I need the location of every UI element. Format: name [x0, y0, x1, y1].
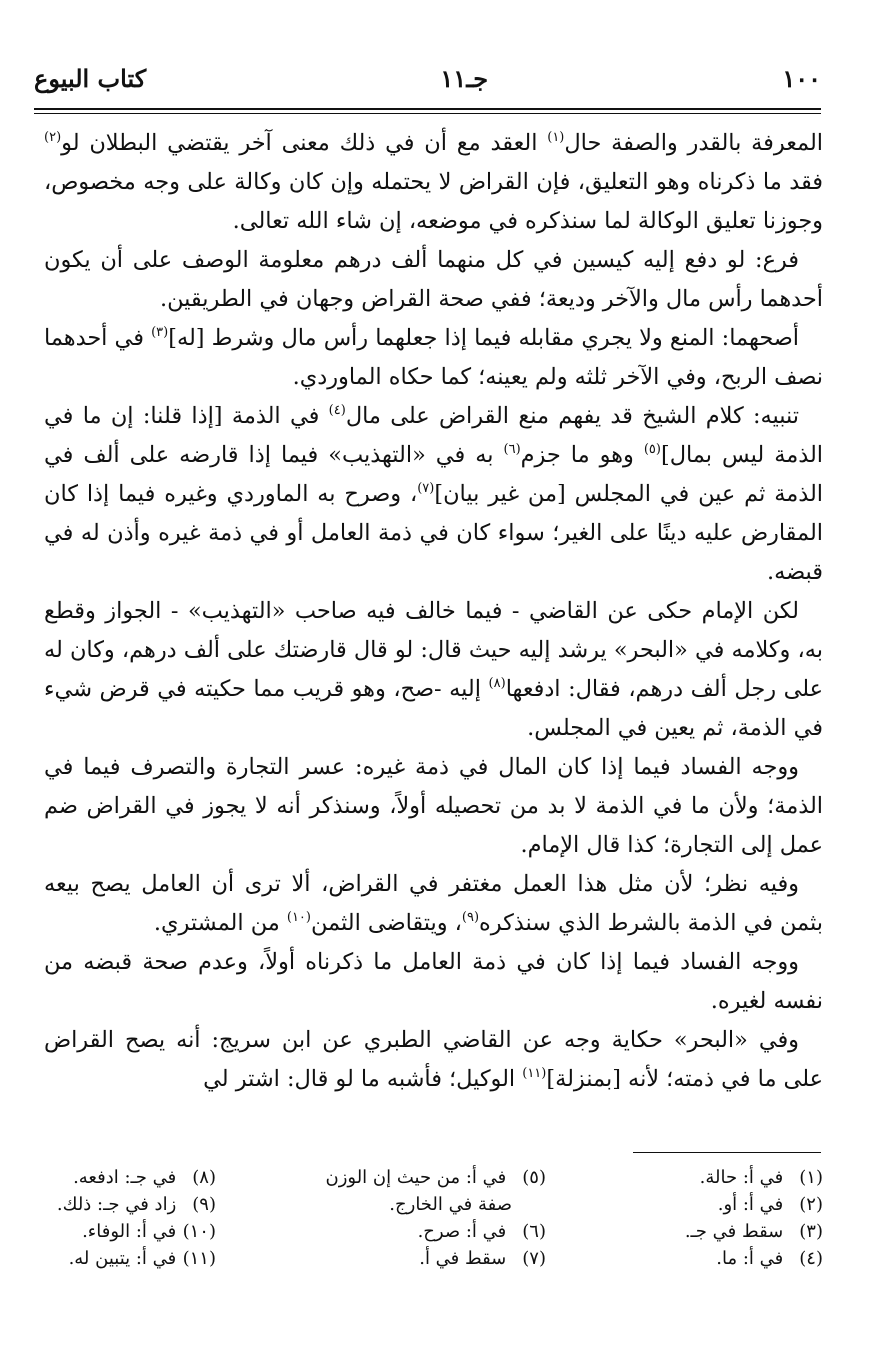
paragraph — [44, 124, 823, 241]
footnote: (٤) في أ: ما. — [716, 1248, 823, 1269]
footnote-rule — [633, 1152, 821, 1153]
text-run: فرع: لو دفع إليه كيسين في كل منهما ألف درهم معلومة الوصف على أن يكون أحدهما رأس مال والآخر وديعة؛ ففي صحة القراض وجهان في الطريقين. — [44, 247, 823, 312]
footnote: (١١) في أ: يتبين له. — [68, 1248, 216, 1269]
footnote: (٧) سقط في أ. — [419, 1248, 546, 1269]
footnote-continuation: صفة في الخارج. — [389, 1194, 512, 1215]
text-run: ، ويتقاضى الثمن — [311, 910, 462, 936]
footnotes — [56, 1164, 823, 1272]
footnote-marker: (٦) — [503, 442, 521, 457]
text-run: وفي «البحر» حكاية وجه عن القاضي الطبري عن ابن سريج: أنه يصح القراض على ما في ذمته؛ لأنه [بمنزلة] — [44, 1027, 823, 1092]
text-run: المعرفة بالقدر والصفة حال — [564, 130, 823, 156]
header-rule — [34, 108, 821, 110]
text-run: فقد ما ذكرناه وهو التعليق، فإن القراض لا يحتمله وإن كان وكالة على وجه مخصوص، وجوزنا تعليق الوكالة لما سنذكره في موضعه، إن شاء الله تعالى. — [44, 169, 823, 234]
book-title: كتاب البيوع — [34, 64, 147, 93]
text-run: ووجه الفساد فيما إذا كان في ذمة العامل ما ذكرناه أولاً، وعدم صحة قبضه من نفسه لغيره. — [44, 949, 823, 1014]
footnote-marker: (٧) — [417, 481, 435, 496]
running-header — [34, 64, 821, 104]
text-run: به في «التهذيب» فيما إذا قارضه على ألف في الذمة ثم عين في المجلس [من غير بيان] — [44, 442, 823, 507]
paragraph — [44, 865, 823, 943]
text-run: وهو ما جزم — [520, 442, 644, 468]
paragraph — [44, 319, 823, 397]
footnote-column — [216, 1164, 546, 1272]
footnote: (٦) في أ: صرح. — [417, 1221, 546, 1242]
paragraph — [44, 748, 823, 865]
paragraph — [44, 397, 823, 592]
text-run: ووجه الفساد فيما إذا كان المال في ذمة غيره: عسر التجارة والتصرف فيما في الذمة؛ ولأن ما في الذمة لا بد من تحصيله أولاً، وسنذكر أنه لا يجوز في القراض ضم عمل إلى التجارة؛ كذا قال الإمام. — [44, 754, 823, 858]
paragraph — [44, 592, 823, 748]
header-rule-thin — [34, 113, 821, 114]
paragraph — [44, 1021, 823, 1099]
paragraph — [44, 241, 823, 319]
footnote-marker: (٢) — [44, 130, 62, 145]
footnote: (٨) في جـ: ادفعه. — [73, 1167, 216, 1188]
footnote-column — [56, 1164, 216, 1272]
footnote-marker: (٥) — [643, 442, 661, 457]
footnote: (١٠) في أ: الوفاء. — [82, 1221, 216, 1242]
text-run: أصحهما: المنع ولا يجري مقابله فيما إذا جعلهما رأس مال وشرط [له] — [168, 325, 799, 351]
paragraph — [44, 943, 823, 1021]
text-run: في الذمة [إذا قلنا: إن ما في الذمة ليس بمال] — [44, 403, 823, 468]
text-run: تنبيه: كلام الشيخ قد يفهم منع القراض على مال — [345, 403, 799, 429]
main-text — [44, 124, 823, 1099]
text-run: إليه -صح، وهو قريب مما حكيته في قرض شيء في الذمة، ثم يعين في المجلس. — [44, 676, 823, 741]
footnote: (٢) في أ: أو. — [717, 1194, 823, 1215]
footnote-marker: (١١) — [522, 1066, 547, 1081]
footnote: (٩) زاد في جـ: ذلك. — [56, 1194, 216, 1215]
text-run: من المشتري. — [153, 910, 287, 936]
footnote-marker: (١٠) — [286, 910, 311, 925]
volume-number: جـ١١ — [440, 64, 489, 93]
footnote-marker: (٣) — [151, 325, 169, 340]
text-run: ، وصرح به الماوردي وغيره فيما إذا كان المقارض عليه دينًا على الغير؛ سواء كان في ذمة العامل أو في ذمة غيره وأذن له في قبضه. — [44, 481, 823, 585]
footnote-marker: (١) — [547, 130, 565, 145]
footnote-marker: (٩) — [461, 910, 480, 925]
text-run: في أحدهما نصف الربح، وفي الآخر ثلثه ولم يعينه؛ كما حكاه الماوردي. — [44, 325, 823, 390]
text-run: الوكيل؛ فأشبه ما لو قال: اشتر لي — [203, 1066, 523, 1092]
text-run: وفيه نظر؛ لأن مثل هذا العمل مغتفر في القراض، ألا ترى أن العامل يصح بيعه بثمن في الذمة بالشرط الذي سنذكره — [44, 871, 823, 936]
footnote-marker: (٤) — [328, 403, 346, 418]
page-number: ١٠٠ — [782, 64, 821, 93]
footnote: (٥) في أ: من حيث إن الوزن — [325, 1167, 546, 1188]
footnote: (٣) سقط في جـ. — [684, 1221, 823, 1242]
footnote-column — [546, 1164, 823, 1272]
footnote-marker: (٨) — [488, 676, 506, 691]
text-run: العقد مع أن في ذلك معنى آخر يقتضي البطلان لو — [61, 130, 548, 156]
footnote: (١) في أ: حالة. — [699, 1167, 823, 1188]
text-run: لكن الإمام حكى عن القاضي - فيما خالف فيه صاحب «التهذيب» - الجواز وقطع به، وكلامه في «البحر» يرشد إليه حيث قال: لو قال قارضتك على ألف درهم، وكان له على رجل ألف درهم، فقال: ادفعها — [44, 598, 824, 702]
